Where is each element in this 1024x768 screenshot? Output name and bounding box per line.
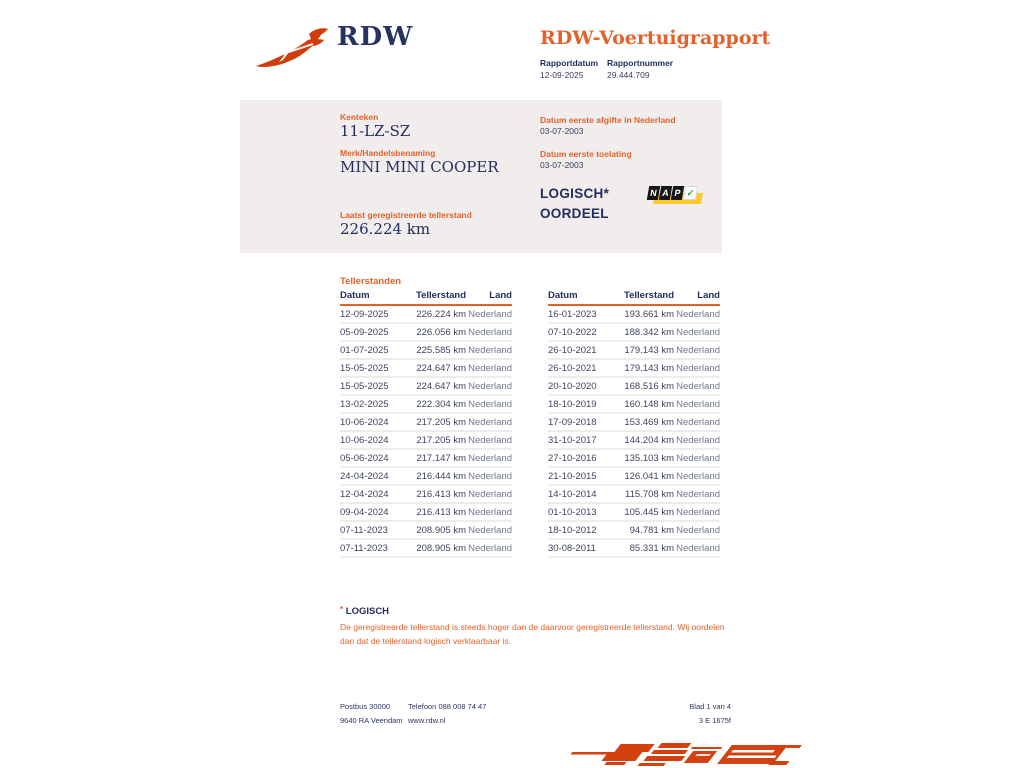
table-row [340, 485, 512, 503]
table-row [548, 323, 720, 341]
kenteken-label: Kenteken [340, 112, 379, 122]
merk-label: Merk/Handelsbenaming [340, 148, 436, 158]
land-cell: Nederland [674, 305, 720, 323]
datum-cell: 21-10-2015 [548, 467, 606, 485]
tellerstand-cell: 135.103 km [606, 449, 674, 467]
tellerstand-cell: 225.585 km [398, 341, 466, 359]
table-row [340, 341, 512, 359]
land-cell: Nederland [466, 431, 512, 449]
datum-column-header: Datum [340, 288, 398, 305]
tellerstand-cell: 193.661 km [606, 305, 674, 323]
oordeel-verdict [540, 184, 609, 224]
datum-cell: 05-06-2024 [340, 449, 398, 467]
footer-address-line2: 9640 RA Veendam [340, 716, 403, 725]
nap-logo [648, 186, 704, 208]
land-cell: Nederland [466, 503, 512, 521]
tellerstand-cell: 168.516 km [606, 377, 674, 395]
land-cell: Nederland [466, 359, 512, 377]
datum-cell: 05-09-2025 [340, 323, 398, 341]
land-cell: Nederland [466, 467, 512, 485]
datum-cell: 14-10-2014 [548, 485, 606, 503]
land-cell: Nederland [466, 539, 512, 557]
report-date-value: 12-09-2025 [540, 70, 584, 80]
table-row [340, 413, 512, 431]
tellerstand-cell: 208.905 km [398, 521, 466, 539]
tellerstand-cell: 188.342 km [606, 323, 674, 341]
land-cell: Nederland [674, 467, 720, 485]
datum-cell: 26-10-2021 [548, 341, 606, 359]
odometer-table-right [548, 288, 720, 558]
datum-cell: 15-05-2025 [340, 359, 398, 377]
tellerstand-column-header: Tellerstand [606, 288, 674, 305]
logisch-footnote-heading [340, 605, 389, 617]
footer-phone: Telefoon 088 008 74 47 [408, 702, 487, 711]
footer-form-code: 3 E 1675f [698, 716, 731, 725]
land-cell: Nederland [674, 521, 720, 539]
datum-cell: 17-09-2018 [548, 413, 606, 431]
tellerstand-cell: 217.205 km [398, 431, 466, 449]
nap-letter-p: P [671, 186, 684, 200]
datum-cell: 27-10-2016 [548, 449, 606, 467]
datum-cell: 24-04-2024 [340, 467, 398, 485]
tellerstand-cell: 85.331 km [606, 539, 674, 557]
datum-cell: 30-08-2011 [548, 539, 606, 557]
tellerstand-column-header: Tellerstand [398, 288, 466, 305]
tellerstand-cell: 208.905 km [398, 539, 466, 557]
laatste-tellerstand-value: 226.224 km [340, 220, 431, 238]
datum-cell: 09-04-2024 [340, 503, 398, 521]
table-row [548, 341, 720, 359]
tellerstand-cell: 217.205 km [398, 413, 466, 431]
tellerstand-cell: 160.148 km [606, 395, 674, 413]
datum-cell: 07-10-2022 [548, 323, 606, 341]
tellerstand-cell: 216.413 km [398, 485, 466, 503]
odometer-table-left [340, 288, 512, 558]
bottom-stripe-graphic [543, 741, 803, 768]
land-cell: Nederland [674, 413, 720, 431]
merk-value: MINI MINI COOPER [340, 158, 499, 176]
land-cell: Nederland [674, 377, 720, 395]
datum-cell: 31-10-2017 [548, 431, 606, 449]
report-date-label: Rapportdatum [540, 58, 599, 68]
table-row [340, 431, 512, 449]
tellerstand-cell: 179.143 km [606, 359, 674, 377]
table-row [548, 521, 720, 539]
table-row [548, 377, 720, 395]
datum-cell: 07-11-2023 [340, 539, 398, 557]
land-cell: Nederland [674, 341, 720, 359]
land-cell: Nederland [466, 323, 512, 341]
table-row [340, 323, 512, 341]
datum-column-header: Datum [548, 288, 606, 305]
table-header-row [548, 288, 720, 305]
asterisk: * [340, 605, 344, 614]
nap-letter-a: A [659, 186, 672, 200]
tellerstand-cell: 216.444 km [398, 467, 466, 485]
footer-page-indicator: Blad 1 van 4 [689, 702, 731, 711]
land-cell: Nederland [674, 395, 720, 413]
land-cell: Nederland [466, 305, 512, 323]
datum-cell: 01-10-2013 [548, 503, 606, 521]
laatste-tellerstand-label: Laatst geregistreerde tellerstand [340, 210, 472, 220]
table-header-row [340, 288, 512, 305]
table-row [548, 467, 720, 485]
table-row [548, 503, 720, 521]
page-title: RDW-Voertuigrapport [540, 27, 771, 49]
land-cell: Nederland [466, 485, 512, 503]
oordeel-line2: OORDEEL [540, 206, 609, 221]
tellerstand-cell: 144.204 km [606, 431, 674, 449]
logisch-footnote-text: De geregistreerde tellerstand is steeds hoger dan de daarvoor geregistreerde tellerstand. Wij oordelen dan dat de tellerstand logisch verklaarbaar is. [340, 622, 725, 646]
table-row [548, 395, 720, 413]
land-cell: Nederland [674, 539, 720, 557]
table-row [340, 305, 512, 323]
kenteken-value: 11-LZ-SZ [340, 122, 411, 140]
table-row [548, 539, 720, 557]
tellerstand-cell: 226.056 km [398, 323, 466, 341]
datum-cell: 10-06-2024 [340, 413, 398, 431]
table-row [340, 539, 512, 557]
tellerstand-cell: 222.304 km [398, 395, 466, 413]
report-number-label: Rapportnummer [607, 58, 674, 68]
land-cell: Nederland [466, 521, 512, 539]
table-row [548, 431, 720, 449]
land-cell: Nederland [466, 341, 512, 359]
tellerstanden-heading: Tellerstanden [340, 276, 402, 287]
datum-cell: 16-01-2023 [548, 305, 606, 323]
datum-cell: 18-10-2012 [548, 521, 606, 539]
tellerstand-cell: 224.647 km [398, 377, 466, 395]
datum-cell: 20-10-2020 [548, 377, 606, 395]
table-row [548, 485, 720, 503]
tellerstand-cell: 126.041 km [606, 467, 674, 485]
table-row [340, 521, 512, 539]
table-row [548, 449, 720, 467]
tellerstand-cell: 179.143 km [606, 341, 674, 359]
land-cell: Nederland [674, 485, 720, 503]
rdw-wordmark: RDW [337, 22, 414, 52]
datum-cell: 01-07-2025 [340, 341, 398, 359]
report-number-value: 29.444.709 [607, 70, 650, 80]
tellerstand-cell: 216.413 km [398, 503, 466, 521]
land-cell: Nederland [466, 449, 512, 467]
table-row [548, 305, 720, 323]
datum-cell: 13-02-2025 [340, 395, 398, 413]
table-row [340, 377, 512, 395]
datum-cell: 15-05-2025 [340, 377, 398, 395]
nap-letter-n: N [647, 186, 660, 200]
tellerstand-cell: 224.647 km [398, 359, 466, 377]
land-cell: Nederland [674, 503, 720, 521]
land-cell: Nederland [674, 449, 720, 467]
nap-checkmark-icon: ✓ [683, 186, 698, 200]
land-cell: Nederland [674, 359, 720, 377]
table-row [548, 359, 720, 377]
tellerstand-cell: 105.445 km [606, 503, 674, 521]
land-cell: Nederland [466, 377, 512, 395]
land-cell: Nederland [466, 413, 512, 431]
rdw-feather-logo-icon [253, 26, 333, 71]
table-row [340, 503, 512, 521]
tellerstand-cell: 217.147 km [398, 449, 466, 467]
footer-website: www.rdw.nl [408, 716, 446, 725]
datum-cell: 26-10-2021 [548, 359, 606, 377]
table-row [340, 467, 512, 485]
table-row [548, 413, 720, 431]
table-row [340, 395, 512, 413]
land-cell: Nederland [466, 395, 512, 413]
datum-cell: 10-06-2024 [340, 431, 398, 449]
table-row [340, 359, 512, 377]
eerste-afgifte-value: 03-07-2003 [540, 126, 584, 136]
eerste-toelating-label: Datum eerste toelating [540, 149, 632, 159]
datum-cell: 07-11-2023 [340, 521, 398, 539]
tellerstand-cell: 226.224 km [398, 305, 466, 323]
eerste-afgifte-label: Datum eerste afgifte in Nederland [540, 115, 676, 125]
land-column-header: Land [466, 288, 512, 305]
tellerstand-cell: 115.708 km [606, 485, 674, 503]
land-column-header: Land [674, 288, 720, 305]
footer-address-line1: Postbus 30000 [340, 702, 391, 711]
tellerstand-cell: 153.469 km [606, 413, 674, 431]
land-cell: Nederland [674, 431, 720, 449]
oordeel-line1: LOGISCH* [540, 186, 610, 201]
land-cell: Nederland [674, 323, 720, 341]
datum-cell: 12-09-2025 [340, 305, 398, 323]
logisch-footnote-title: LOGISCH [345, 606, 390, 617]
vehicle-summary-box [240, 100, 722, 253]
datum-cell: 12-04-2024 [340, 485, 398, 503]
eerste-toelating-value: 03-07-2003 [540, 160, 584, 170]
datum-cell: 18-10-2019 [548, 395, 606, 413]
table-row [340, 449, 512, 467]
tellerstand-cell: 94.781 km [606, 521, 674, 539]
